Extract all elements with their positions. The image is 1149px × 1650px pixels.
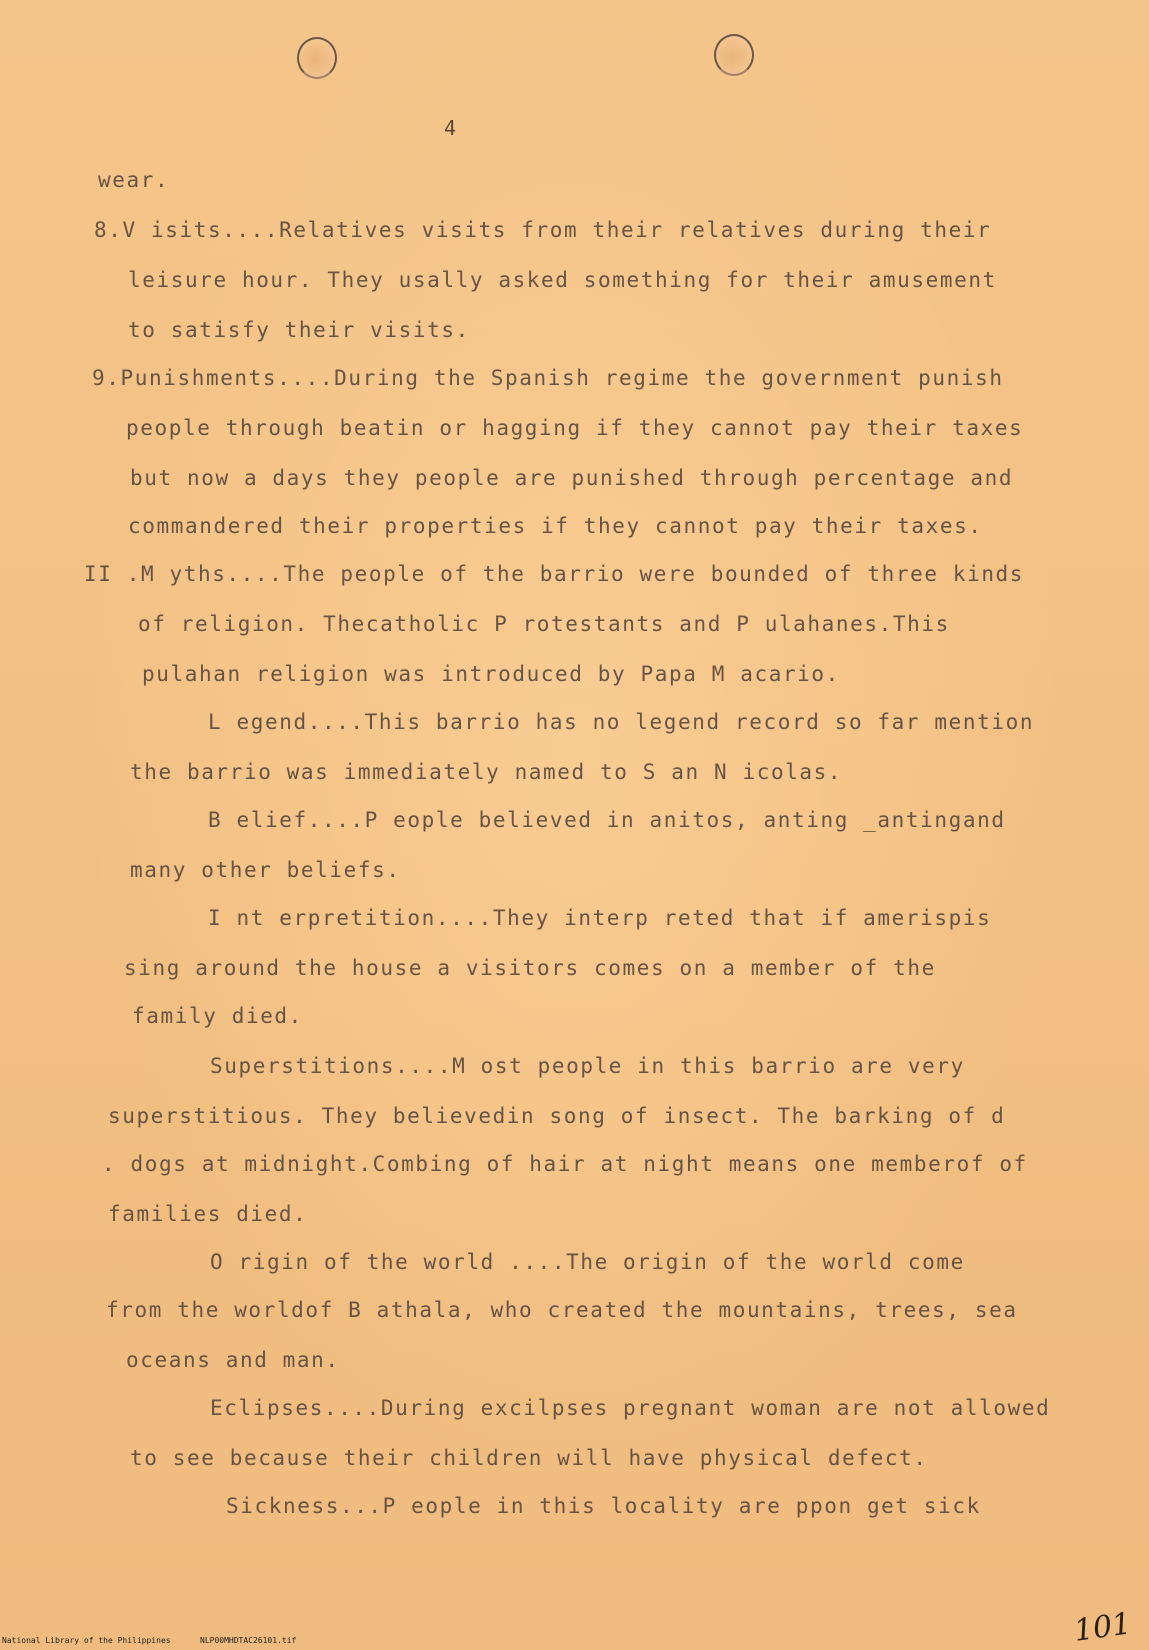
text-line: Superstitions....M ost people in this barrio are very (210, 1054, 965, 1078)
text-line: I nt erpretition....They interp reted that if amerispis (208, 906, 992, 930)
text-line: Sickness...P eople in this locality are ppon get sick (226, 1494, 981, 1518)
text-line: 9.Punishments....During the Spanish regime the government punish (92, 366, 1004, 390)
handwritten-page-number: 101 (1071, 1606, 1134, 1649)
text-line: people through beatin or hagging if they cannot pay their taxes (126, 416, 1024, 440)
text-line: O rigin of the world ....The origin of the world come (210, 1250, 965, 1274)
footer-file-id: NLP00MHDTAC26101.tif (200, 1636, 297, 1645)
text-line: many other beliefs. (130, 858, 401, 882)
page-number: 4 (444, 116, 457, 140)
text-line: commandered their properties if they cannot pay their taxes. (128, 514, 983, 538)
text-line: II .M yths....The people of the barrio were bounded of three kinds (84, 562, 1025, 586)
footer-institution: National Library of the Philippines (2, 1636, 171, 1645)
text-line: Eclipses....During excilpses pregnant woman are not allowed (210, 1396, 1051, 1420)
text-line: but now a days they people are punished through percentage and (130, 466, 1014, 490)
text-line: oceans and man. (126, 1348, 340, 1372)
punch-hole-right (714, 34, 754, 76)
text-line: families died. (108, 1202, 308, 1226)
text-line: pulahan religion was introduced by Papa M acario. (142, 662, 840, 686)
punch-hole-left (297, 37, 337, 79)
text-line: 8.V isits....Relatives visits from their relatives during their (94, 218, 992, 242)
text-line: to satisfy their visits. (128, 318, 470, 342)
text-line: L egend....This barrio has no legend record so far mention (208, 710, 1035, 734)
text-line: B elief....P eople believed in anitos, anting _antingand (208, 808, 1006, 832)
text-line: . dogs at midnight.Combing of hair at night means one memberof of (102, 1152, 1028, 1176)
text-line: superstitious. They believedin song of insect. The barking of d (108, 1104, 1006, 1128)
text-line: from the worldof B athala, who created the mountains, trees, sea (106, 1298, 1018, 1322)
text-line: sing around the house a visitors comes on a member of the (124, 956, 936, 980)
text-line: the barrio was immediately named to S an N icolas. (130, 760, 843, 784)
text-line: wear. (98, 168, 170, 192)
text-line: family died. (132, 1004, 303, 1028)
text-line: leisure hour. They usally asked something for their amusement (128, 268, 997, 292)
text-line: of religion. Thecatholic P rotestants and P ulahanes.This (138, 612, 950, 636)
text-line: to see because their children will have physical defect. (130, 1446, 928, 1470)
